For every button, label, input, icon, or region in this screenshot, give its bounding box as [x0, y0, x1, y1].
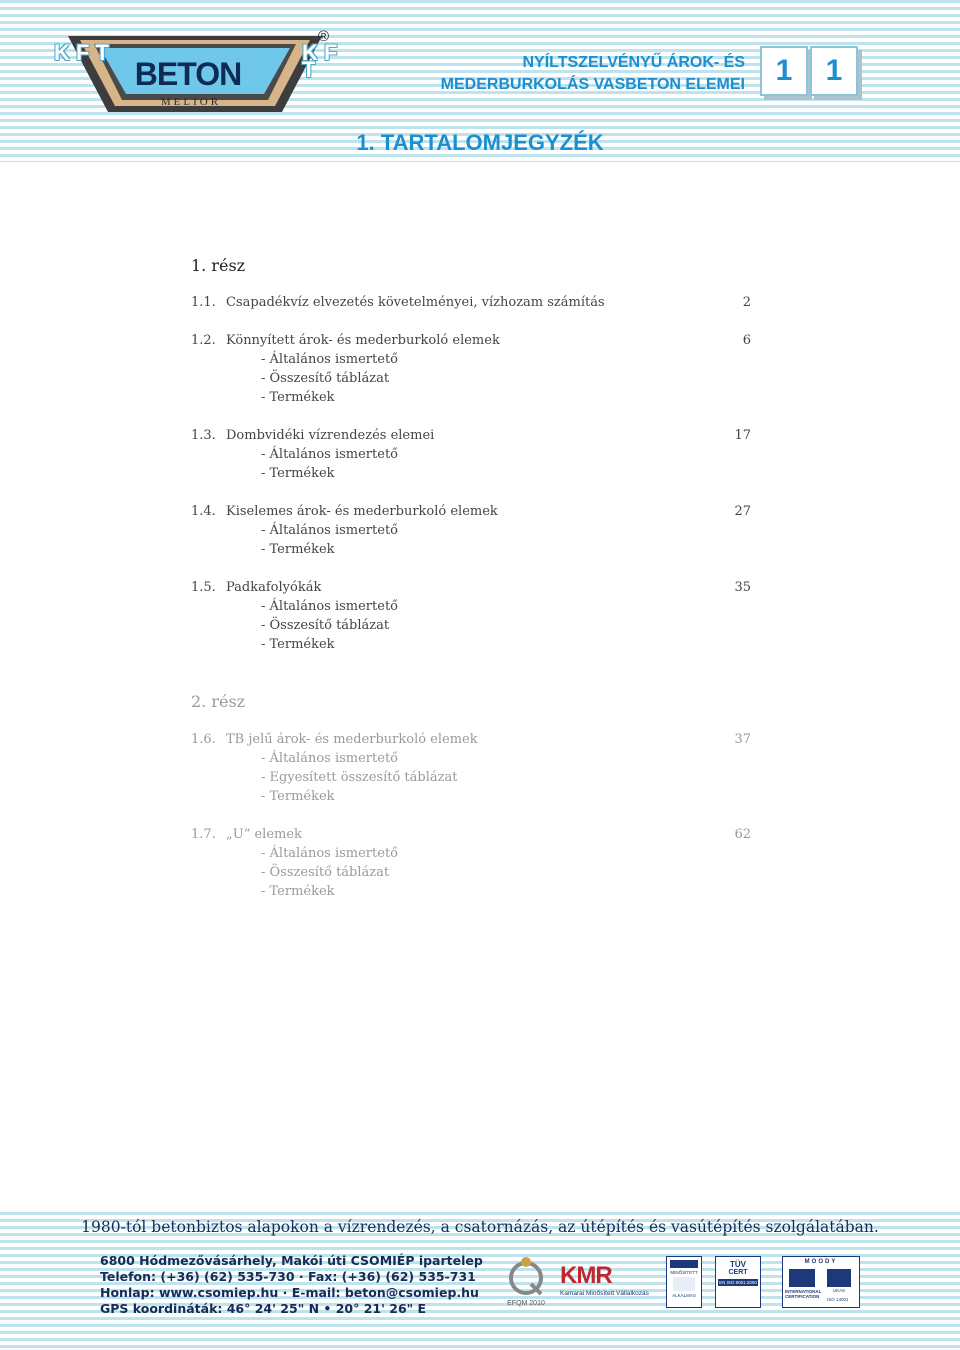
toc-entry-title: TB jelű árok- és mederburkoló elemek — [226, 732, 478, 747]
moody-caption-1: INTERNATIONAL — [785, 1289, 822, 1294]
toc-entry-title: Kiselemes árok- és mederburkoló elemek — [226, 504, 498, 519]
tuv-cert-text: CERT — [728, 1269, 748, 1276]
toc-subentry: - Összesítő táblázat — [261, 865, 390, 880]
toc-subentry: - Összesítő táblázat — [261, 618, 390, 633]
toc-entry-page: 62 — [734, 827, 751, 842]
kmr-caption: Kamarai Minősített Vállalkozás — [560, 1290, 649, 1297]
website-email: Honlap: www.csomiep.hu · E-mail: beton@csomiep.hu — [100, 1285, 479, 1300]
toc-subentry: - Termékek — [261, 789, 335, 804]
company-logo — [50, 30, 340, 125]
beton-label-1: MINŐSÍTETT — [670, 1270, 698, 1275]
efqm-label: EFQM 2010 — [507, 1300, 545, 1307]
toc-subentry: - Általános ismertető — [261, 447, 398, 462]
toc-entry-page: 6 — [742, 333, 751, 348]
toc-entry-title: Csapadékvíz elvezetés követelményei, vízhozam számítás — [226, 295, 605, 310]
tuv-iso: EN ISO 9001:2000 — [719, 1280, 757, 1285]
toc-entry-title: Padkafolyókák — [226, 580, 322, 595]
toc-subentry: - Általános ismertető — [261, 751, 398, 766]
toc-subentry: - Általános ismertető — [261, 846, 398, 861]
toc-entry-number: 1.4. — [191, 504, 216, 519]
moody-caption-2: CERTIFICATION — [785, 1294, 820, 1299]
gps-coordinates: GPS koordináták: 46° 24' 25" N • 20° 21' 26" E — [100, 1301, 427, 1316]
toc-subentry: - Termékek — [261, 542, 335, 557]
beton-qualified-logo — [666, 1256, 702, 1308]
beton-label-2: ALKALMAS — [672, 1293, 696, 1298]
page-number-box: 1 — [810, 46, 858, 96]
brand-name: BETON — [134, 56, 242, 92]
phone-fax: Telefon: (+36) (62) 535-730 · Fax: (+36) (62) 535-731 — [100, 1269, 476, 1284]
moody-mm-icon — [789, 1269, 815, 1287]
toc-subentry: - Egyesített összesítő táblázat — [261, 770, 458, 785]
toc-entry-page: 17 — [734, 428, 751, 443]
toc-subentry: - Általános ismertető — [261, 599, 398, 614]
toc-subentry: - Általános ismertető — [261, 352, 398, 367]
ukas-crown-icon — [827, 1269, 851, 1287]
toc-subentry: - Termékek — [261, 637, 335, 652]
toc-entry-page: 27 — [734, 504, 751, 519]
toc-subentry: - Termékek — [261, 466, 335, 481]
beton-emblem-icon — [673, 1277, 695, 1291]
moody-caption — [785, 1289, 821, 1299]
kft-right-label: K F T — [302, 40, 338, 82]
title-line-2: MEDERBURKOLÁS VASBETON ELEMEI — [440, 76, 745, 93]
contact-info — [100, 1253, 483, 1317]
toc-entry-number: 1.2. — [191, 333, 216, 348]
toc-entry-page: 37 — [734, 732, 751, 747]
kmr-logo — [560, 1256, 655, 1306]
efqm-q-icon — [505, 1256, 547, 1296]
toc-subentry: - Termékek — [261, 390, 335, 405]
toc-entry-page: 2 — [742, 295, 751, 310]
tuv-logo-text: TÜV — [730, 1260, 746, 1269]
toc-subentry: - Termékek — [261, 884, 335, 899]
toc-entry-title: „U“ elemek — [226, 827, 302, 842]
registered-mark: ® — [318, 28, 330, 45]
part-heading: 1. rész — [191, 256, 246, 275]
toc-entry-number: 1.6. — [191, 732, 216, 747]
efqm-logo — [505, 1256, 547, 1306]
toc-title: 1. TARTALOMJEGYZÉK — [356, 130, 604, 155]
toc-entry-page: 35 — [734, 580, 751, 595]
title-line-1: NYÍLTSZELVÉNYŰ ÁROK- ÉS — [522, 54, 745, 71]
footer-slogan: 1980-tól betonbiztos alapokon a vízrendezés, a csatornázás, az útépítés és vasútépítés szolgálatában. — [81, 1218, 879, 1236]
moody-logo — [782, 1256, 860, 1308]
toc-subentry: - Összesítő táblázat — [261, 371, 390, 386]
part-heading: 2. rész — [191, 692, 246, 711]
moody-iso: ISO 14001 — [827, 1297, 849, 1302]
toc-entry-number: 1.1. — [191, 295, 216, 310]
moody-logo-text: MOODY — [804, 1259, 838, 1265]
brand-subname: MELIOR — [160, 96, 222, 108]
document-title — [441, 52, 745, 96]
address: 6800 Hódmezővásárhely, Makói úti CSOMIÉP ipartelep — [100, 1253, 483, 1268]
chapter-number-box: 1 — [760, 46, 808, 96]
toc-entry-number: 1.3. — [191, 428, 216, 443]
toc-subentry: - Általános ismertető — [261, 523, 398, 538]
toc-entry-title: Könnyített árok- és mederburkoló elemek — [226, 333, 500, 348]
toc-entry-number: 1.7. — [191, 827, 216, 842]
tuv-logo — [715, 1256, 761, 1308]
beton-bar-icon — [670, 1260, 698, 1268]
ukas-label: UKAS — [832, 1288, 846, 1293]
toc-entry-title: Dombvidéki vízrendezés elemei — [226, 428, 435, 443]
kmr-logo-text: KMR — [560, 1262, 612, 1289]
toc-entry-number: 1.5. — [191, 580, 216, 595]
kft-left-label: K F T — [54, 40, 109, 65]
